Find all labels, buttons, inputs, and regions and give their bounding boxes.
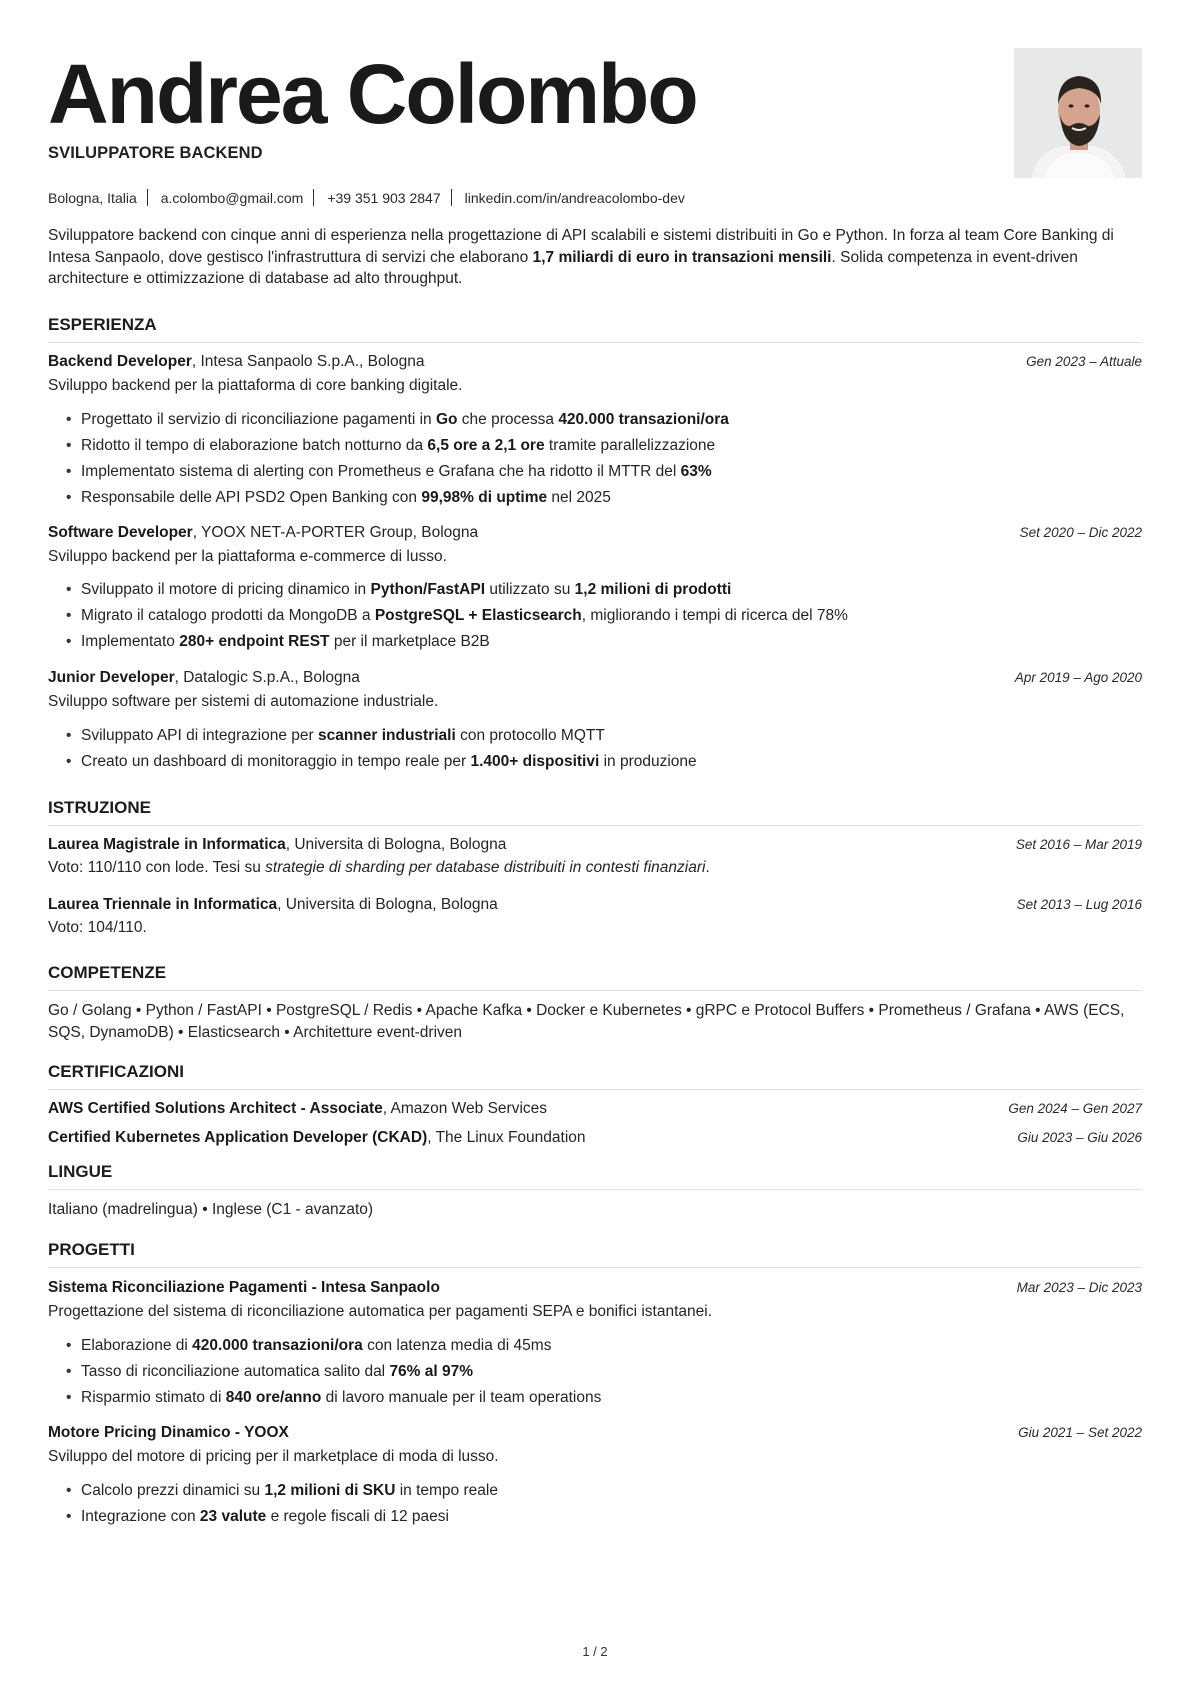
- page-number: 1 / 2: [582, 1644, 608, 1659]
- list-item: • Elaborazione di 420.000 transazioni/ora con latenza media di 45ms: [81, 1333, 601, 1359]
- list-item: • Implementato 280+ endpoint REST per il marketplace B2B: [81, 629, 848, 655]
- education-details: Voto: 104/110.: [48, 919, 147, 936]
- contact-linkedin[interactable]: linkedin.com/in/andreacolombo-dev: [464, 189, 685, 206]
- job-company: , Intesa Sanpaolo S.p.A., Bologna: [191, 353, 425, 370]
- job-company: , YOOX NET-A-PORTER Group, Bologna: [192, 524, 479, 541]
- degree-name: Laurea Magistrale in Informatica: [48, 836, 286, 853]
- project-date: Mar 2023 – Dic 2023: [1016, 1280, 1142, 1295]
- section-title-experience: ESPERIENZA: [48, 315, 1142, 343]
- certification-entry: [48, 1100, 1142, 1118]
- education-entry: [48, 836, 1142, 854]
- certification-issuer: , Amazon Web Services: [382, 1100, 548, 1117]
- project-description: Sviluppo del motore di pricing per il marketplace di moda di lusso.: [48, 1448, 499, 1465]
- education-date: Set 2013 – Lug 2016: [1016, 897, 1142, 912]
- job-description: Sviluppo software per sistemi di automazione industriale.: [48, 693, 439, 710]
- job-entry: [48, 669, 1142, 687]
- project-name: Motore Pricing Dinamico - YOOX: [48, 1424, 289, 1441]
- contact-bar: [48, 189, 685, 206]
- person-photo-icon: [1014, 48, 1142, 178]
- section-title-certifications: CERTIFICAZIONI: [48, 1062, 1142, 1090]
- list-item: • Calcolo prezzi dinamici su 1,2 milioni di SKU in tempo reale: [81, 1478, 498, 1504]
- candidate-name: Andrea Colombo: [48, 47, 697, 141]
- job-description: Sviluppo backend per la piattaforma e-commerce di lusso.: [48, 548, 447, 565]
- project-name: Sistema Riconciliazione Pagamenti - Intesa Sanpaolo: [48, 1279, 440, 1296]
- certification-date: Giu 2023 – Giu 2026: [1017, 1130, 1142, 1145]
- list-item: • Sviluppato API di integrazione per scanner industriali con protocollo MQTT: [81, 723, 697, 749]
- job-description: Sviluppo backend per la piattaforma di core banking digitale.: [48, 377, 463, 394]
- job-achievements: [81, 407, 729, 511]
- list-item: • Migrato il catalogo prodotti da MongoDB a PostgreSQL + Elasticsearch, migliorando i tempi di ricerca del 78%: [81, 603, 848, 629]
- contact-email[interactable]: a.colombo@gmail.com: [160, 189, 304, 206]
- list-item: • Integrazione con 23 valute e regole fiscali di 12 paesi: [81, 1504, 498, 1530]
- list-item: • Tasso di riconciliazione automatica salito dal 76% al 97%: [81, 1359, 601, 1385]
- job-entry: [48, 524, 1142, 542]
- list-item: • Risparmio stimato di 840 ore/anno di lavoro manuale per il team operations: [81, 1385, 601, 1411]
- section-title-projects: PROGETTI: [48, 1240, 1142, 1268]
- school-name: , Universita di Bologna, Bologna: [285, 836, 507, 853]
- education-details: Voto: 110/110 con lode. Tesi su strategie di sharding per database distribuiti in contesti finanziari.: [48, 859, 710, 876]
- list-item: • Sviluppato il motore di pricing dinamico in Python/FastAPI utilizzato su 1,2 milioni di prodotti: [81, 577, 848, 603]
- job-date: Set 2020 – Dic 2022: [1019, 525, 1142, 540]
- divider: [451, 189, 452, 206]
- certification-entry: [48, 1129, 1142, 1147]
- job-role: Backend Developer: [48, 353, 192, 370]
- job-role: Software Developer: [48, 524, 193, 541]
- education-entry: [48, 896, 1142, 914]
- summary-highlight: 1,7 miliardi di euro in transazioni mensili: [532, 248, 832, 266]
- project-entry: [48, 1279, 1142, 1297]
- job-achievements: [81, 577, 848, 655]
- project-entry: [48, 1424, 1142, 1442]
- list-item: • Implementato sistema di alerting con Prometheus e Grafana che ha ridotto il MTTR del 63%: [81, 459, 729, 485]
- certification-name: AWS Certified Solutions Architect - Associate: [48, 1100, 383, 1117]
- profile-summary: Sviluppatore backend con cinque anni di esperienza nella progettazione di API scalabili e sistemi distribuiti in Go e Python. In forza al team Core Banking di Intesa Sanpaolo, dove gestisco l'infrastruttura di servizi che elaborano 1,7 miliardi di euro in transazioni mensili. Solida competenza in event-driven architecture e ottimizzazione di database ad alto throughput.: [48, 227, 1114, 287]
- job-date: Apr 2019 – Ago 2020: [1014, 670, 1142, 685]
- divider: [147, 189, 148, 206]
- project-date: Giu 2021 – Set 2022: [1018, 1425, 1142, 1440]
- education-date: Set 2016 – Mar 2019: [1015, 837, 1142, 852]
- thesis-title: strategie di sharding per database distribuiti in contesti finanziari: [265, 859, 706, 876]
- project-achievements: [81, 1478, 498, 1530]
- list-item: • Ridotto il tempo di elaborazione batch notturno da 6,5 ore a 2,1 ore tramite parallelizzazione: [81, 433, 729, 459]
- school-name: , Universita di Bologna, Bologna: [277, 896, 498, 913]
- candidate-role: SVILUPPATORE BACKEND: [48, 144, 263, 162]
- skills-list: Go / Golang • Python / FastAPI • PostgreSQL / Redis • Apache Kafka • Docker e Kubernetes • gRPC e Protocol Buffers • Prometheus / Grafana • AWS (ECS, SQS, DynamoDB) • Elasticsearch • Architetture event-driven: [48, 1002, 1125, 1041]
- job-role: Junior Developer: [48, 669, 175, 686]
- languages-list: Italiano (madrelingua) • Inglese (C1 - avanzato): [48, 1201, 374, 1218]
- section-title-education: ISTRUZIONE: [48, 798, 1142, 826]
- section-title-skills: COMPETENZE: [48, 963, 1142, 991]
- degree-name: Laurea Triennale in Informatica: [48, 896, 278, 913]
- section-title-languages: LINGUE: [48, 1162, 1142, 1190]
- certification-name: Certified Kubernetes Application Developer (CKAD): [48, 1129, 428, 1146]
- certification-issuer: , The Linux Foundation: [427, 1129, 586, 1146]
- list-item: • Responsabile delle API PSD2 Open Banking con 99,98% di uptime nel 2025: [81, 485, 729, 511]
- job-company: , Datalogic S.p.A., Bologna: [174, 669, 360, 686]
- certification-date: Gen 2024 – Gen 2027: [1008, 1101, 1142, 1116]
- job-entry: [48, 353, 1142, 371]
- profile-photo: [1014, 48, 1142, 178]
- contact-location: Bologna, Italia: [48, 189, 137, 206]
- job-date: Gen 2023 – Attuale: [1026, 354, 1142, 369]
- list-item: • Creato un dashboard di monitoraggio in tempo reale per 1.400+ dispositivi in produzione: [81, 749, 697, 775]
- divider: [313, 189, 314, 206]
- project-description: Progettazione del sistema di riconciliazione automatica per pagamenti SEPA e bonifici istantanei.: [48, 1303, 713, 1320]
- list-item: • Progettato il servizio di riconciliazione pagamenti in Go che processa 420.000 transazioni/ora: [81, 407, 729, 433]
- contact-phone[interactable]: +39 351 903 2847: [327, 189, 441, 206]
- job-achievements: [81, 723, 697, 775]
- project-achievements: [81, 1333, 601, 1411]
